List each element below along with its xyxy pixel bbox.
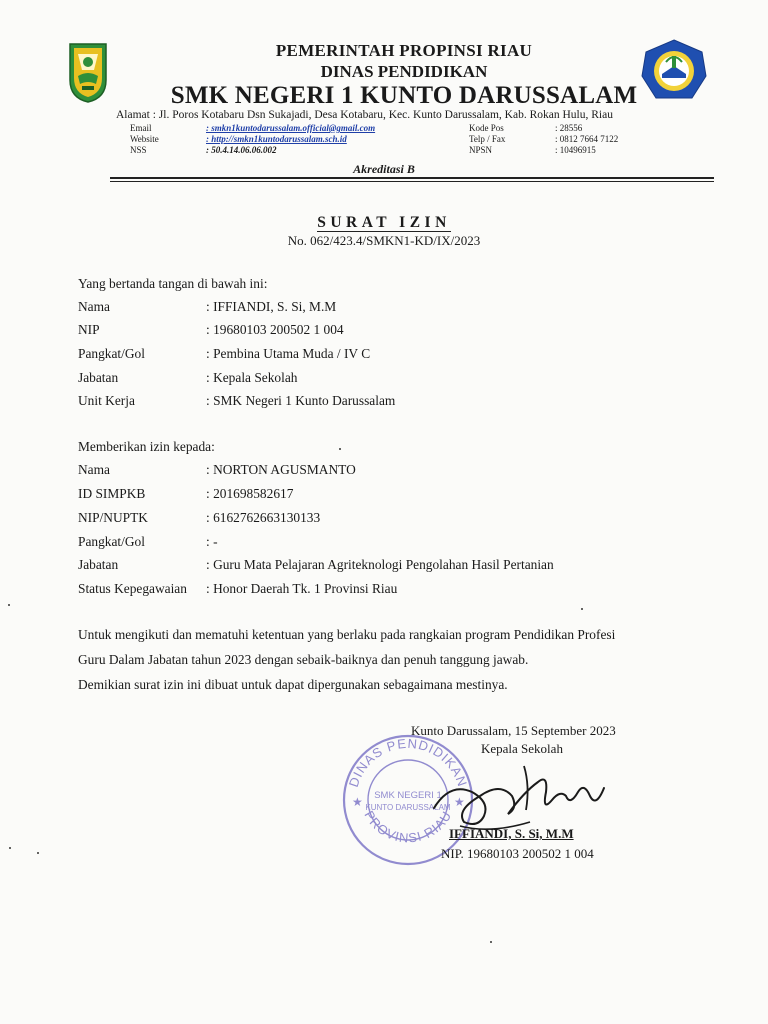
email-row: [130, 123, 375, 133]
recipient-status-value: : Honor Daerah Tk. 1 Provinsi Riau: [206, 581, 398, 596]
signer-nip-label: NIP: [78, 322, 100, 337]
website-row: [130, 134, 347, 144]
signer-rank-label: Pangkat/Gol: [78, 346, 145, 361]
signatory-nip: NIP. 19680103 200502 1 004: [441, 846, 594, 861]
email-link[interactable]: : smkn1kuntodarussalam.official@gmail.com: [206, 123, 376, 133]
recipient-position-label: Jabatan: [78, 557, 119, 572]
recipient-nuptk-label: NIP/NUPTK: [78, 510, 148, 525]
signer-name-value: : IFFIANDI, S. Si, M.M: [206, 299, 337, 314]
closing-statement: Demikian surat izin ini dibuat untuk dapat dipergunakan sebagaimana mestinya.: [78, 677, 508, 692]
header-divider-thin: [110, 181, 714, 182]
recipient-simpkb-label: ID SIMPKB: [78, 486, 146, 501]
body-paragraph-line1: Untuk mengikuti dan mematuhi ketentuan yang berlaku pada rangkaian program Pendidikan Profesi: [78, 627, 616, 642]
nss-value: : 50.4.14.06.06.002: [206, 145, 277, 155]
signer-intro: Yang bertanda tangan di bawah ini:: [78, 276, 268, 291]
npsn-label: NPSN: [469, 145, 493, 155]
kodepos-row: [469, 123, 582, 133]
header-agency: DINAS PENDIDIKAN: [320, 62, 488, 81]
signer-position-value: : Kepala Sekolah: [206, 370, 298, 385]
signer-nip-value: : 19680103 200502 1 004: [206, 322, 344, 337]
header-government: PEMERINTAH PROPINSI RIAU: [275, 41, 533, 60]
letter-title: [0, 214, 768, 232]
header-school-name: SMK NEGERI 1 KUNTO DARUSSALAM: [170, 82, 638, 109]
grant-intro: Memberikan izin kepada:: [78, 439, 215, 454]
website-link[interactable]: : http://smkn1kuntodarussalam.sch.id: [206, 134, 347, 144]
signer-rank-value: : Pembina Utama Muda / IV C: [206, 346, 371, 361]
signer-unit-label: Unit Kerja: [78, 393, 135, 408]
website-label: Website: [130, 134, 159, 144]
recipient-position-value: : Guru Mata Pelajaran Agriteknologi Pengolahan Hasil Pertanian: [206, 557, 554, 572]
svg-text:★: ★: [352, 795, 363, 809]
letter-title-text: SURAT IZIN: [317, 214, 451, 231]
signer-title: Kepala Sekolah: [481, 741, 563, 756]
stamp-inner-line2: KUNTO DARUSSALAM: [365, 803, 451, 812]
recipient-rank-label: Pangkat/Gol: [78, 534, 145, 549]
header-divider-thick: [110, 177, 714, 179]
telp-value: : 0812 7664 7122: [555, 134, 619, 144]
recipient-rank-value: : -: [206, 534, 218, 549]
recipient-status-label: Status Kepegawaian: [78, 581, 187, 596]
recipient-name-value: : NORTON AGUSMANTO: [206, 462, 356, 477]
accreditation: Akreditasi B: [353, 162, 415, 176]
signatory-name: IFFIANDI, S. Si, M.M: [449, 826, 574, 841]
kodepos-value: : 28556: [555, 123, 583, 133]
signer-name-label: Nama: [78, 299, 110, 314]
nss-label: NSS: [130, 145, 147, 155]
nss-row: [130, 145, 277, 155]
telp-row: [469, 134, 618, 144]
stamp-bottom-text: PROVINSI RIAU: [361, 808, 455, 846]
recipient-nuptk-value: : 6162762663130133: [206, 510, 321, 525]
npsn-row: [469, 145, 596, 155]
npsn-value: : 10496915: [555, 145, 596, 155]
letter-number: No. 062/423.4/SMKN1-KD/IX/2023: [287, 233, 481, 248]
telp-label: Telp / Fax: [469, 134, 506, 144]
signer-position-label: Jabatan: [78, 370, 119, 385]
place-date: Kunto Darussalam, 15 September 2023: [411, 723, 616, 738]
signer-unit-value: : SMK Negeri 1 Kunto Darussalam: [206, 393, 396, 408]
email-label: Email: [130, 123, 152, 133]
kodepos-label: Kode Pos: [469, 123, 504, 133]
stamp-inner-line1: SMK NEGERI 1: [374, 790, 442, 801]
header-address: Alamat : Jl. Poros Kotabaru Dsn Sukajadi, Desa Kotabaru, Kec. Kunto Darussalam, Kab. Rokan Hulu, Riau: [116, 109, 613, 121]
recipient-simpkb-value: : 201698582617: [206, 486, 294, 501]
recipient-name-label: Nama: [78, 462, 110, 477]
stamp-top-text: DINAS PENDIDIKAN: [345, 735, 471, 789]
body-paragraph-line2: Guru Dalam Jabatan tahun 2023 dengan sebaik-baiknya dan penuh tanggung jawab.: [78, 652, 529, 667]
svg-text:★: ★: [454, 795, 465, 809]
